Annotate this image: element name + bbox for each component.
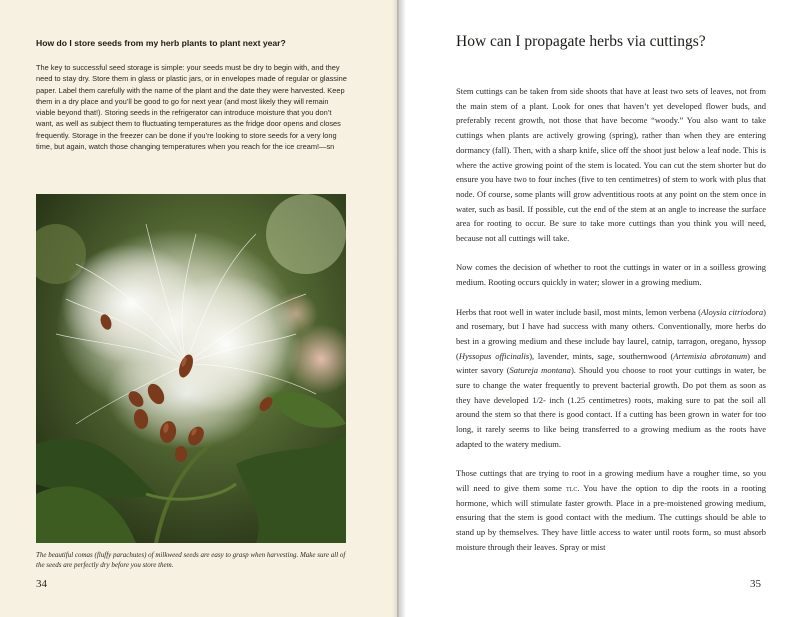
text-span: Herbs that root well in water include basil, most mints, lemon verbena ( [456,306,701,317]
text-span: ) and winter savory ( [456,350,766,376]
paragraph-stem-cuttings: Stem cuttings can be taken from side shoots that have at least two sets of leaves, not from the main stem of a plant. Look for ones that haven’t yet developed flower buds, and preferably recent growth, not those that have become “woody.” You also want to take cuttings when plants are actively growing (spring), rather than when they are entering dormancy (fall). Then, with a sharp knife, slice off the shoot just below a leaf node. This is where the active growing point of the stem is located. You can cut the stem shorter but do ensure you have two to four inches (five to ten centimetres) of stem to work with plus that node. Of course, some plants will grow adventitious roots at any point on the stem once in water, such as basil. If possible, cut the end of the stem at an angle to increase the surface area for rooting to occur. Be sure to take more cuttings than you think you will need, because not all cuttings will take. [456,86,766,244]
abbreviation-tlc: tlc [566,482,578,493]
page-number-left: 34 [36,578,47,590]
text-span: . You have the option to dip the roots in a rooting hormone, which will stimulate faster growth. Place in a pre-moistened growing medium, ensuring that the stem is good contact with the medium. The cuttings should be able to stand up by themselves. They have little access to water until roots form, so must absorb moisture through their leaves. Spray or mist [456,482,767,552]
latin-name: Aloysia citriodora [700,306,764,317]
photo-caption: The beautiful comas (fluffy parachutes) of milkweed seeds are easy to grasp when harvesting. Make sure all of the seeds are perfectly dry before you store them. [36,551,346,569]
latin-name: Hyssopus officinalis [458,350,530,361]
text-span: ). Should you choose to root your cuttings in water, be sure to change the water frequently to prevent bacterial growth. Do pot them as soon as they have developed 1/2- inch (1.25 centimetres) roots, making sure to pat the soil all around the stem so that there is good contact. If a cutting has been grown in water for too long, it rarely seems to like being transferred to a growing medium as the roots have adapted to the watery medium. [456,365,766,449]
page-number-right: 35 [750,578,761,590]
left-question-heading: How do I store seeds from my herb plants to plant next year? [36,38,286,48]
left-answer-text: The key to successful seed storage is simple: your seeds must be dry to begin with, and they need to stay dry. Store them in glass or plastic jars, or in envelopes made of regular or glassine paper. Label them carefully with the name of the plant and the date they were harvested. Keep them in a dry place and you’ll be good to go for next year (and most likely they will remain viable beyond that!). Storing seeds in the refrigerator can introduce moisture that you don’t want, as well as subject them to fluctuating temperatures as the fridge door opens and closes frequently. Storage in the freezer can be done if you’re looking to store seeds for a very long time, but again, watch those changing temperatures when you reach for the ice cream!—sn [36,63,347,152]
text-span: Those cuttings that are trying to root in a growing medium have a rougher time, so you will need to give them some [456,468,766,493]
latin-name: Artemisia abrotanum [673,350,748,361]
right-body-text [456,84,766,569]
text-span: ), lavender, mints, sage, southernwood ( [529,350,674,361]
milkweed-seed-photo [36,194,346,543]
latin-name: Satureja montana [509,365,571,376]
milkweed-seed-illustration [36,194,346,543]
text-span: ) and rosemary, but I have had success with many others. Conventionally, more herbs do best in a growing medium and these include bay laurel, catnip, tarragon, oregano, hyssop ( [456,306,766,361]
paragraph-growing-medium [456,466,766,554]
paragraph-herbs-rooting [456,305,766,452]
right-question-heading: How can I propagate herbs via cuttings? [456,33,706,50]
paragraph-rooting-decision: Now comes the decision of whether to root the cuttings in water or in a soilless growing medium. Rooting occurs quickly in water; slower in a growing medium. [456,262,766,288]
